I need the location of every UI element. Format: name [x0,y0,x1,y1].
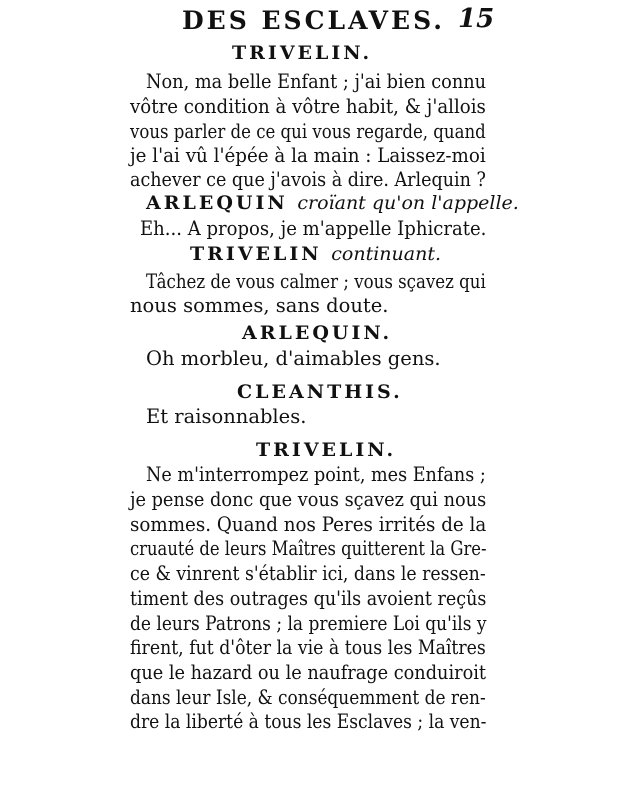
text-line: ce & vinrent s'établir ici, dans le ressen- [130,562,486,585]
text-line: de leurs Patrons ; la premiere Loi qu'ils y [130,612,487,635]
text-line: je l'ai vû l'épée à la main : Laissez-moi [130,144,486,167]
text-line: nous sommes, sans doute. [130,294,389,317]
speaker-label [146,192,519,214]
text-line: dans leur Isle, & conséquemment de ren- [130,686,486,709]
text-line: Eh... A propos, je m'appelle Iphicrate. [140,217,487,240]
text-line: Oh morbleu, d'aimables gens. [146,347,441,370]
text-line: dre la liberté à tous les Esclaves ; la ven- [130,710,487,733]
text-line: achever ce que j'avois à dire. Arlequin ? [130,168,486,191]
text-line: Non, ma belle Enfant ; j'ai bien connu [146,70,487,93]
text-line: sommes. Quand nos Peres irrités de la [130,513,487,536]
stage-direction: croïant qu'on l'appelle. [297,192,519,214]
speaker-name: ARLEQUIN [146,192,288,214]
text-line: que le hazard ou le naufrage conduiroit [130,661,487,684]
running-title: DES ESCLAVES. [182,6,445,35]
speaker-label [242,322,392,344]
speaker-name: TRIVELIN. [256,439,397,461]
page-number: 15 [458,4,495,34]
text-line: vôtre condition à vôtre habit, & j'allois [130,95,486,118]
speaker-label [237,381,403,403]
stage-direction: continuant. [331,243,442,265]
text-line: firent, fut d'ôter la vie à tous les Maîtres [130,636,486,659]
speaker-label [232,42,372,64]
text-line: Et raisonnables. [146,405,307,428]
text-line: cruauté de leurs Maîtres quitterent la Gre- [130,537,487,560]
text-line: timent des outrages qu'ils avoient reçûs [130,587,487,610]
text-line: Tâchez de vous calmer ; vous sçavez qui [146,270,486,293]
text-line: vous parler de ce qui vous regarde, quand [130,120,486,143]
speaker-name: ARLEQUIN. [242,322,393,344]
text-line: je pense donc que vous sçavez qui nous [130,488,487,511]
text-line: Ne m'interrompez point, mes Enfans ; [146,463,486,486]
speaker-label [256,439,396,461]
speaker-label [190,243,441,265]
speaker-name: TRIVELIN [190,243,322,265]
speaker-name: CLEANTHIS. [237,381,403,403]
speaker-name: TRIVELIN. [232,42,373,64]
